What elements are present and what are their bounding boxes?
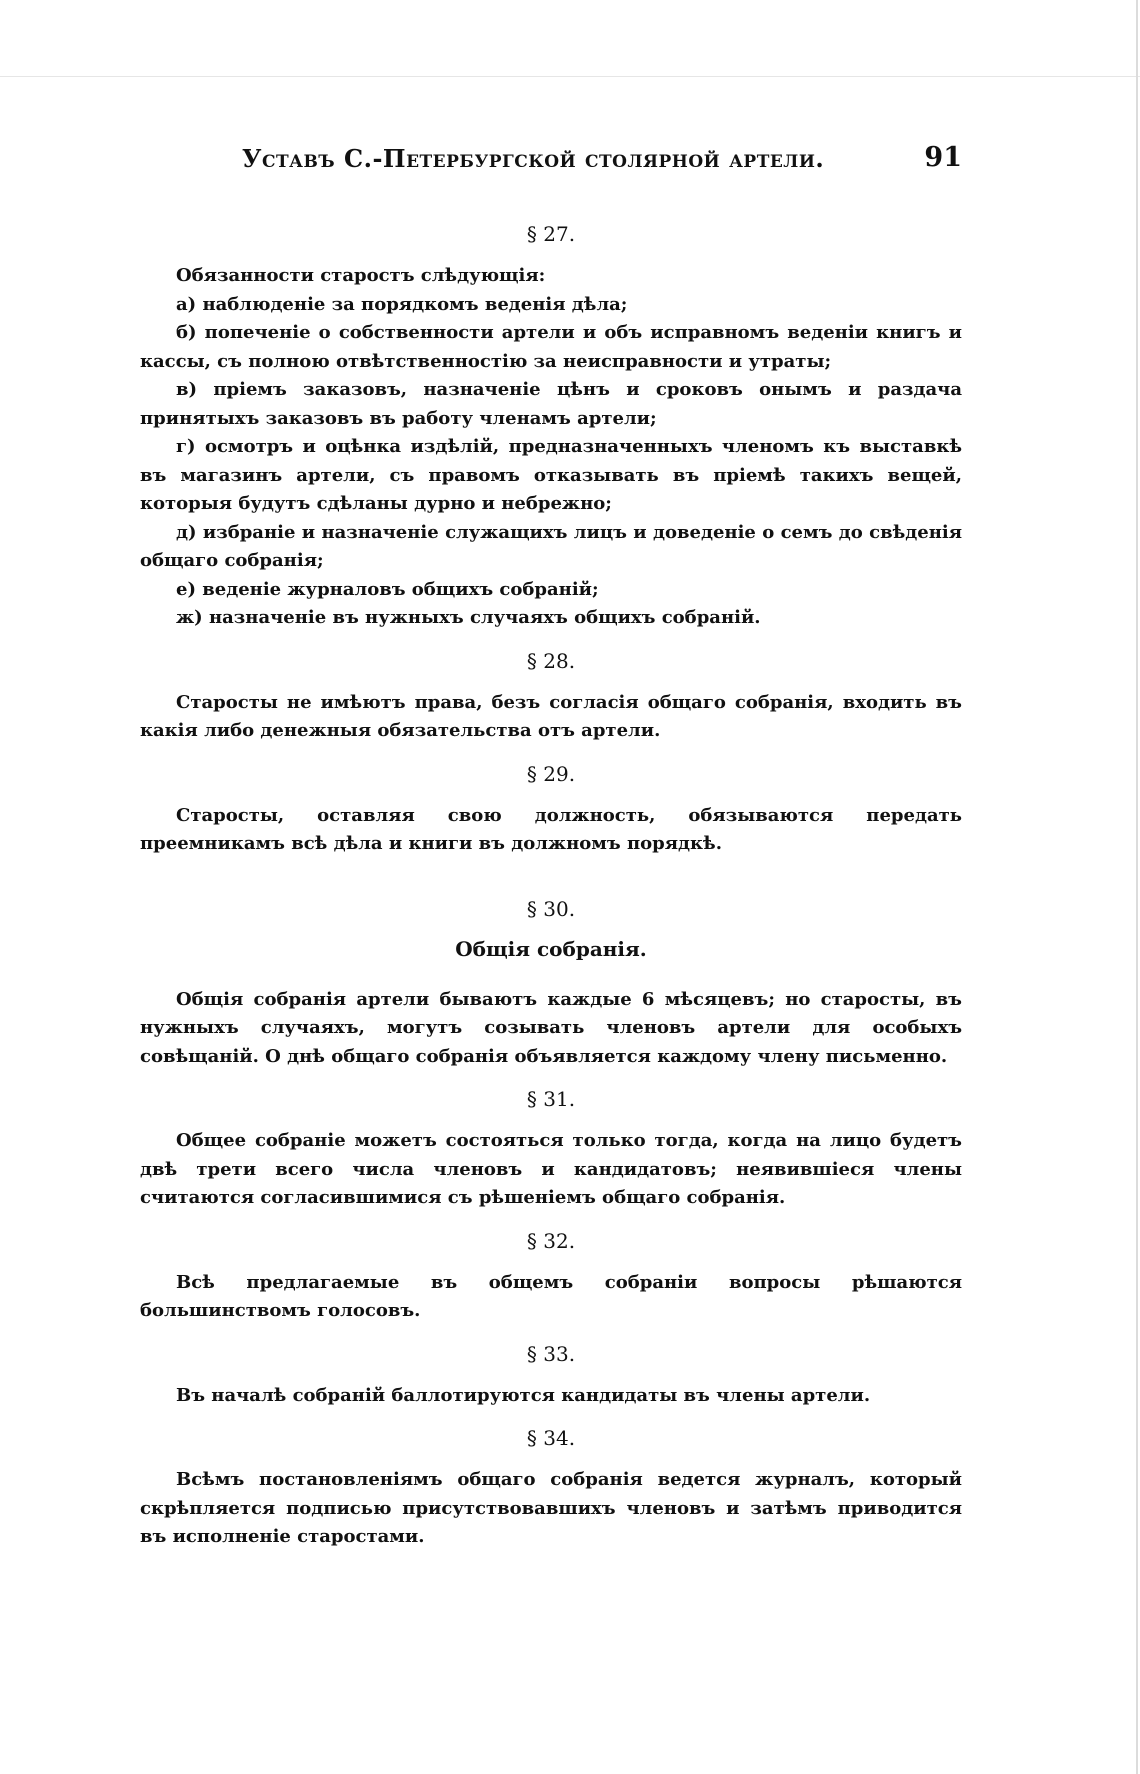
section-heading: § 33.	[526, 1341, 576, 1366]
list-item: д) избраніе и назначеніе служащихъ лицъ и доведеніе о семъ до свѣденія общаго собранія;	[140, 521, 962, 571]
running-title: Уставъ С.-Петербургской столярной артели.	[242, 144, 825, 173]
section-heading: § 30.	[526, 896, 576, 921]
section-33	[140, 1342, 962, 1411]
section-paragraph: Старосты не имѣютъ права, безъ согласія общаго собранія, входить въ какія либо денежныя обязательства отъ артели.	[140, 691, 962, 741]
running-header	[242, 144, 962, 184]
section-title: Общія собранія.	[455, 936, 647, 961]
section-paragraph: Всѣмъ постановленіямъ общаго собранія ведется журналъ, который скрѣпляется подписью присутствовавшихъ членовъ и затѣмъ приводится въ исполненіе старостами.	[140, 1469, 962, 1547]
list-item: б) попеченіе о собственности артели и объ исправномъ веденіи книгъ и кассы, съ полною отвѣтственностію за неисправности и утраты;	[140, 322, 962, 372]
body-text	[140, 222, 962, 1568]
section-34	[140, 1426, 962, 1552]
scan-right-edge	[1136, 0, 1138, 1774]
section-31	[140, 1087, 962, 1213]
section-heading: § 29.	[526, 761, 576, 786]
list-item: е) веденіе журналовъ общихъ собраній;	[176, 578, 599, 600]
section-heading: § 34.	[526, 1426, 576, 1450]
section-paragraph: Всѣ предлагаемые въ общемъ собраніи вопросы рѣшаются большинствомъ голосовъ.	[140, 1271, 962, 1321]
section-paragraph: Въ началѣ собраній баллотируются кандидаты въ члены артели.	[176, 1384, 871, 1406]
page-number: 91	[924, 142, 962, 173]
list-lead: Обязанности старостъ слѣдующія:	[176, 265, 546, 286]
section-paragraph: Общее собраніе можетъ состояться только тогда, когда на лицо будетъ двѣ трети всего числа членовъ и кандидатовъ; неявившіеся члены считаются согласившимися съ рѣшеніемъ общаго собранія.	[140, 1130, 962, 1208]
section-heading: § 28.	[526, 648, 576, 673]
section-32	[140, 1229, 962, 1326]
section-heading: § 27.	[526, 222, 576, 246]
section-28	[140, 649, 962, 746]
list-item: г) осмотръ и оцѣнка издѣлій, предназначенныхъ членомъ къ выставкѣ въ магазинъ артели, съ правомъ отказывать въ пріемѣ такихъ вещей, которыя будутъ сдѣланы дурно и небрежно;	[140, 436, 962, 514]
section-heading: § 31.	[526, 1087, 576, 1111]
list-item: в) пріемъ заказовъ, назначеніе цѣнъ и сроковъ онымъ и раздача принятыхъ заказовъ въ работу членамъ артели;	[140, 379, 962, 429]
section-paragraph: Старосты, оставляя свою должность, обязываются передать преемникамъ всѣ дѣла и книги въ должномъ порядкѣ.	[140, 804, 962, 854]
section-30	[140, 897, 962, 1072]
duties-list	[140, 262, 962, 633]
section-27	[140, 222, 962, 633]
list-item: ж) назначеніе въ нужныхъ случаяхъ общихъ собраній.	[176, 607, 761, 628]
scan-top-rule	[0, 76, 1140, 77]
spacer	[140, 875, 962, 897]
section-paragraph: Общія собранія артели бываютъ каждые 6 мѣсяцевъ; но старосты, въ нужныхъ случаяхъ, могутъ созывать членовъ артели для особыхъ совѣщаній. О днѣ общаго собранія объявляется каждому члену письменно.	[140, 988, 962, 1067]
list-item: а) наблюденіе за порядкомъ веденія дѣла;	[176, 293, 628, 315]
section-heading: § 32.	[526, 1228, 576, 1253]
section-29	[140, 762, 962, 859]
